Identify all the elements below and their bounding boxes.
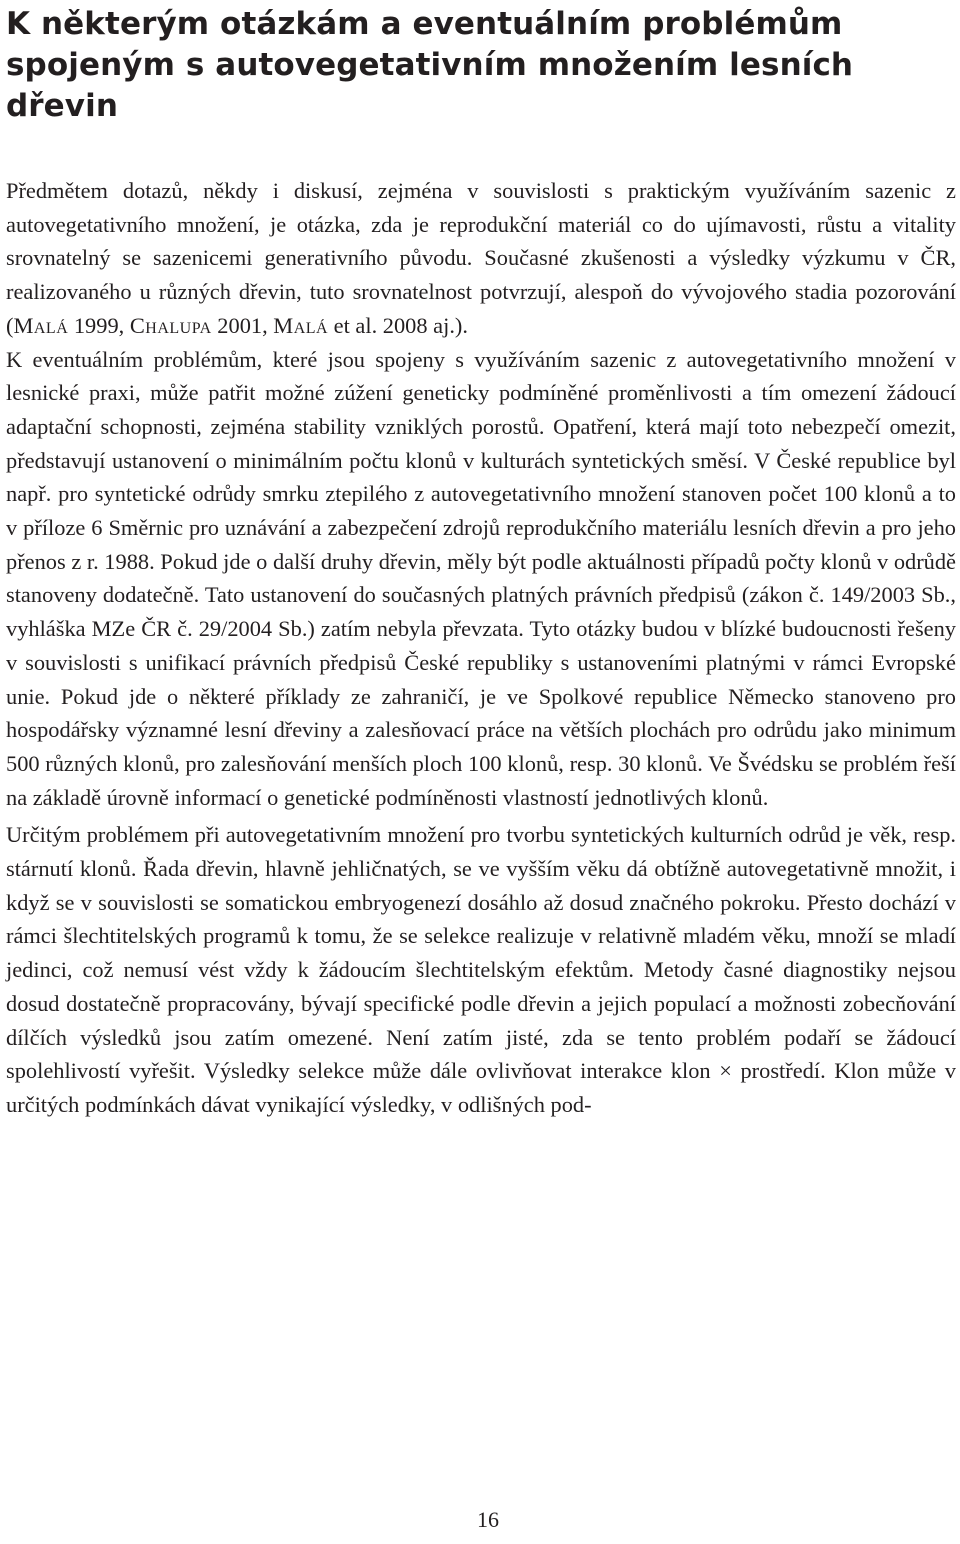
paragraph-1	[6, 174, 956, 343]
citation-author: Malá	[273, 312, 329, 338]
citation-year: 1999,	[68, 312, 130, 338]
citation-year: 2001,	[211, 312, 274, 338]
citation-author: Chalupa	[129, 312, 212, 338]
article-body	[6, 174, 956, 1122]
citation-author: Malá	[13, 312, 69, 338]
paragraph-2: K eventuálním problémům, které jsou spojeny s využíváním sazenic z autovegetativního množení v lesnické praxi, může patřit možné zúžení geneticky podmíněné proměnlivosti a tím omezení žádoucí adaptační schopnosti, zejména stability vzniklých porostů. Opatření, která mají toto nebezpečí omezit, představují ustanovení o minimálním počtu klonů v kulturách syntetických směsí. V České republice byl např. pro syntetické odrůdy smrku ztepilého z autovegetativního množení stanoven počet 100 klonů a to v příloze 6 Směrnic pro uznávání a zabezpečení zdrojů reprodukčního materiálu lesních dřevin a pro jeho přenos z r. 1988. Pokud jde o další druhy dřevin, měly být podle aktuálnosti případů počty klonů v odrůdě stanoveny dodatečně. Tato ustanovení do současných platných právních předpisů (zákon č. 149/2003 Sb., vyhláška MZe ČR č. 29/2004 Sb.) zatím nebyla převzata. Tyto otázky budou v blízké budoucnosti řešeny v souvislosti s unifikací právních předpisů České republiky s ustanoveními platnými v rámci Evropské unie. Pokud jde o některé příklady ze zahraničí, je ve Spolkové republice Německo stanoveno pro hospodářsky významné lesní dřeviny a zalesňovací práce na větších plochách pro odrůdu jako minimum 500 různých klonů, pro zalesňování menších ploch 100 klonů, resp. 30 klonů. Ve Švédsku se problém řeší na základě úrovně informací o genetické podmíněnosti vlastností jednotlivých klonů.	[6, 346, 956, 810]
paragraph-3: Určitým problémem při autovegetativním množení pro tvorbu syntetických kulturních odrůd je věk, resp. stárnutí klonů. Řada dřevin, hlavně jehličnatých, se ve vyšším věku dá obtížně autovegetativně množit, i když se v souvislosti se somatickou embryogenezí dosáhlo až dosud značného pokroku. Přesto dochází v rámci šlechtitelských programů k tomu, že se selekce realizuje v relativně mladém věku, množí se mladí jedinci, což nemusí vést vždy k žádoucím šlechtitelským efektům. Metody časné diagnostiky nejsou dosud dostatečně propracovány, bývají specifické podle dřevin a jejich populací a možnosti zobecňování dílčích výsledků jsou zatím omezené. Není zatím jisté, zda se tento problém podaří se žádoucí spolehlivostí vyřešit. Výsledky selekce může dále ovlivňovat interakce klon × prostředí. Klon může v určitých podmínkách dávat vynikající výsledky, v odlišných pod-	[6, 822, 956, 1117]
paragraph-1-tail: et al. 2008 aj.).	[328, 312, 468, 338]
document-page	[6, 0, 956, 1544]
paragraph-1-text: Předmětem dotazů, někdy i diskusí, zejména v souvislosti s praktickým využíváním sazenic z autovegetativního množení, je otázka, zda je reprodukční materiál co do ujímavosti, růstu a vitality srovnatelný se sazenicemi generativního původu. Současné zkušenosti a výsledky výzkumu v ČR, realizovaného u různých dřevin, tuto srovnatelnost potvrzují, alespoň do vývojového stadia pozorování (	[6, 178, 956, 338]
page-number: 16	[477, 1507, 499, 1532]
article-title: K některým otázkám a eventuálním problémům spojeným s autovegetativním množením lesních dřevin	[6, 6, 854, 124]
